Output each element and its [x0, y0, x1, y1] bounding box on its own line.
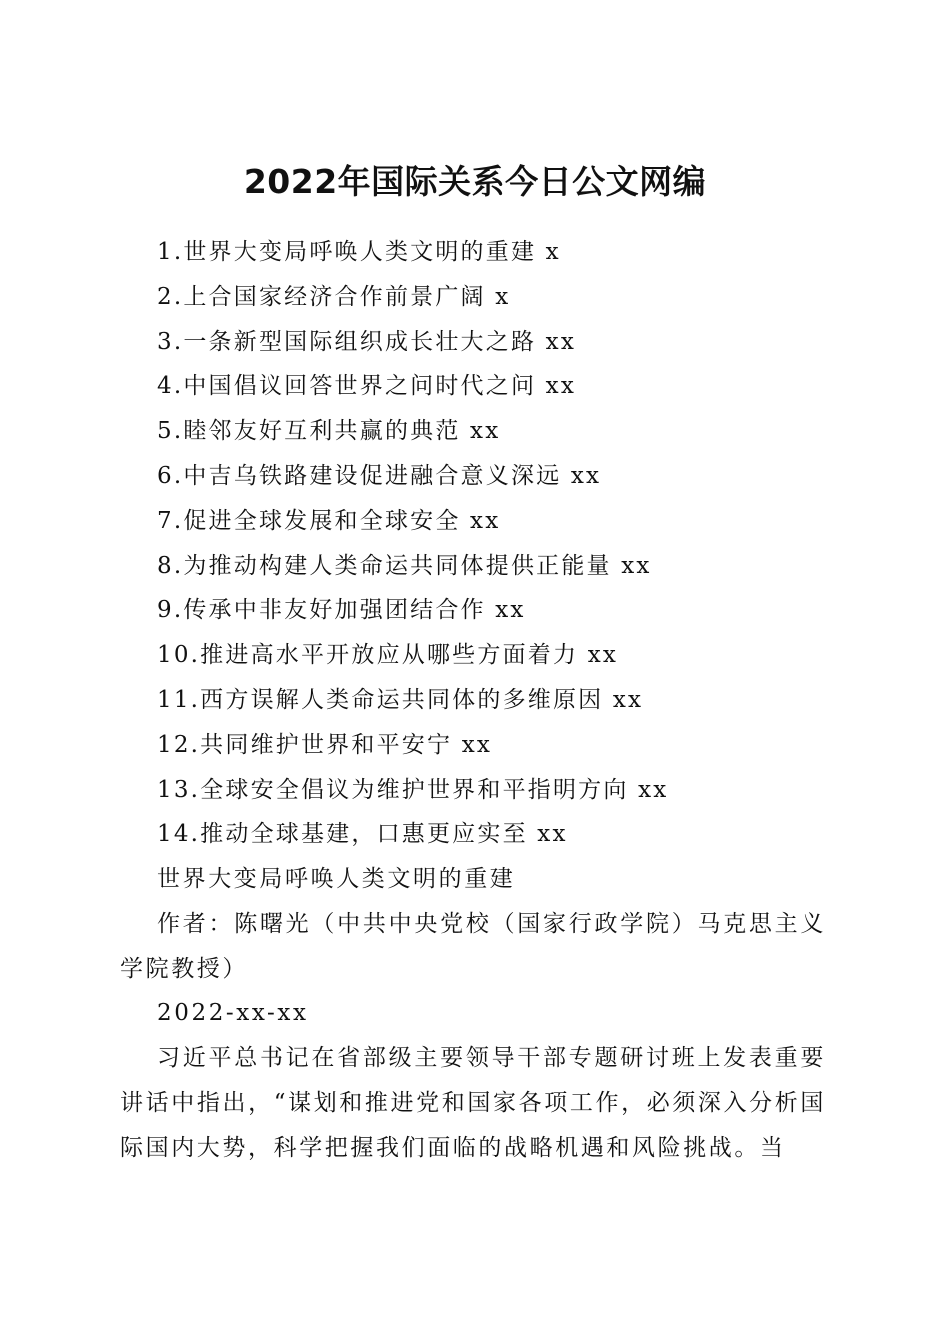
- toc-item: 10.推进高水平开放应从哪些方面着力 xx: [157, 642, 619, 669]
- toc-item: 1.世界大变局呼唤人类文明的重建 x: [157, 239, 561, 265]
- toc-item: 5.睦邻友好互利共赢的典范 xx: [157, 418, 501, 445]
- toc-item: 12.共同维护世界和平安宁 xx: [157, 731, 493, 758]
- toc-item: 7.促进全球发展和全球安全 xx: [157, 507, 501, 534]
- toc-item: 11.西方误解人类命运共同体的多维原因 xx: [157, 686, 644, 713]
- toc-item: 13.全球安全倡议为维护世界和平指明方向 xx: [157, 776, 669, 803]
- article-author: 作者：陈曙光（中共中央党校（国家行政学院）马克思主义学院教授）: [120, 910, 826, 982]
- toc-item: 6.中吉乌铁路建设促进融合意义深远 xx: [157, 462, 602, 489]
- toc-item: 14.推动全球基建，口惠更应实至 xx: [157, 821, 568, 848]
- table-of-contents: [157, 230, 837, 857]
- toc-item: 3.一条新型国际组织成长壮大之路 xx: [157, 328, 576, 355]
- toc-item: 4.中国倡议回答世界之问时代之问 xx: [157, 373, 576, 400]
- article-paragraph: 习近平总书记在省部级主要领导干部专题研讨班上发表重要讲话中指出，“谋划和推进党和国家各项工作，必须深入分析国际国内大势，科学把握我们面临的战略机遇和风险挑战。当: [120, 1045, 826, 1161]
- toc-item: 8.为推动构建人类命运共同体提供正能量 xx: [157, 552, 652, 579]
- toc-item: 9.传承中非友好加强团结合作 xx: [157, 597, 526, 624]
- article-heading: 世界大变局呼唤人类文明的重建: [157, 866, 516, 892]
- article-date: 2022-xx-xx: [157, 1000, 309, 1027]
- article-body: [120, 857, 826, 1171]
- toc-item: 2.上合国家经济合作前景广阔 x: [157, 283, 511, 310]
- document-title: 2022年国际关系今日公文网编: [243, 162, 707, 202]
